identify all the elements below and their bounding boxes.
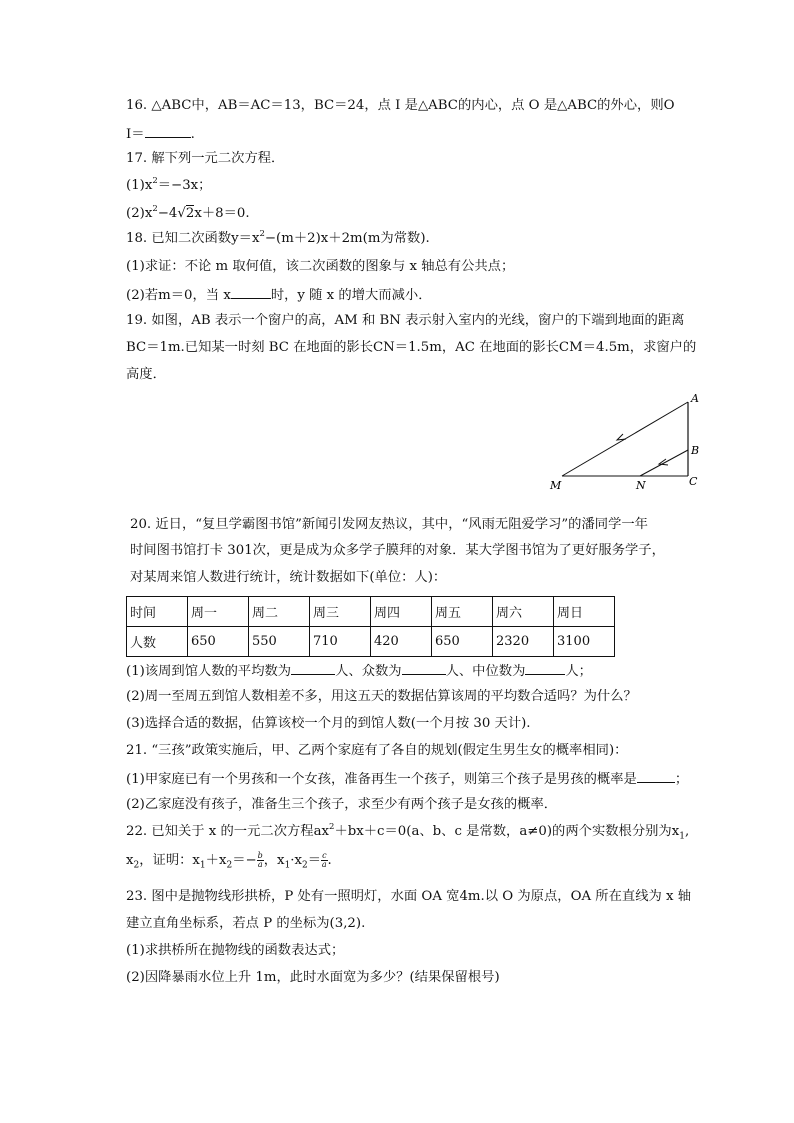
q23-part2: (2)因降暴雨水位上升 1m，此时水面宽为多少？(结果保留根号) <box>126 970 500 985</box>
q22-sub-a: 2 <box>133 860 140 871</box>
q18-p2-b: 时，y 随 x 的增大而减小． <box>270 288 432 303</box>
q17-p2-sup: 2 <box>152 204 158 214</box>
q22-sub-d: 1 <box>284 860 291 871</box>
q22-sub1: 1 <box>679 831 685 842</box>
ray-bn <box>640 450 688 476</box>
table-cell: 周六 <box>493 597 554 627</box>
q22-x2-f: ·x <box>290 853 303 868</box>
q21-p1-a: (1)甲家庭已有一个男孩和一个女孩，准备再生一个孩子，则第三个孩子是男孩的概率是 <box>126 772 637 787</box>
q18-line1-b: −(m＋2)x＋2m(m为常数). <box>264 231 430 246</box>
q20-p1-c: 人、中位数为 <box>445 664 526 679</box>
q22-line1-a: 22. 已知关于 x 的一元二次方程ax <box>126 824 330 839</box>
q20-data-table <box>126 596 615 657</box>
table-cell: 周日 <box>554 597 615 627</box>
frac-num: b <box>257 851 263 860</box>
q16-answer-blank[interactable] <box>145 123 191 138</box>
q23-line1: 23. 图中是抛物线形拱桥，P 处有一照明灯，水面 OA 宽4m.以 O 为原点，OA 所在直线为 x 轴 <box>126 889 692 904</box>
q22-line1-b: ＋bx＋c＝0(a、b、c 是常数，a≠0)的两个实数根分别为x <box>334 824 680 839</box>
q18-answer-blank[interactable] <box>231 284 271 299</box>
q22-x2-a: x <box>126 853 134 868</box>
frac-num: c <box>322 851 327 860</box>
q22-sub-c: 2 <box>226 860 233 871</box>
q17-p2-b: −4 <box>157 206 178 221</box>
table-header-row <box>127 597 615 627</box>
q16-line2 <box>126 123 195 145</box>
window-light-figure <box>540 388 710 498</box>
q22-x2-c: ＋x <box>205 853 227 868</box>
label-b: B <box>691 444 700 457</box>
q17-p1-a: (1)x <box>126 178 153 193</box>
q22-comma: , <box>684 824 690 839</box>
label-c: C <box>689 475 698 488</box>
q20-part1 <box>126 660 592 682</box>
q17-p1-sup: 2 <box>152 176 158 186</box>
q20-median-blank[interactable] <box>525 660 565 675</box>
q17-title: 17. 解下列一元二次方程． <box>126 151 285 166</box>
q17-p1-b: ＝−3x； <box>157 178 212 193</box>
q22-x2-b: ，证明：x <box>139 853 200 868</box>
table-cell: 周一 <box>188 597 249 627</box>
q17-p2-a: (2)x <box>126 206 153 221</box>
q17-part2 <box>126 204 250 224</box>
table-row <box>127 627 615 657</box>
q21-part2: (2)乙家庭没有孩子，准备生三个孩子，求至少有两个孩子是女孩的概率． <box>126 797 558 812</box>
table-cell: 周二 <box>249 597 310 627</box>
q18-part1: (1)求证：不论 m 取何值，该二次函数的图象与 x 轴总有公共点； <box>126 259 515 274</box>
table-cell: 710 <box>310 627 371 657</box>
q20-line1: 20. 近日，“复旦学霸图书馆”新闻引发网友热议，其中，“风雨无阻爱学习”的潘同学一年 <box>130 517 648 532</box>
q23-line2: 建立直角坐标系，若点 P 的坐标为(3,2). <box>126 916 366 931</box>
q20-part2: (2)周一至周五到馆人数相差不多，用这五天的数据估算该周的平均数合适吗？为什么？ <box>126 689 637 704</box>
q22-line2 <box>126 851 332 871</box>
q22-x2-h: . <box>327 853 332 868</box>
table-cell: 周三 <box>310 597 371 627</box>
table-cell: 650 <box>188 627 249 657</box>
q23-part1: (1)求拱桥所在抛物线的函数表达式； <box>126 943 345 958</box>
q16-suffix: . <box>190 127 195 142</box>
q20-line3: 对某周来馆人数进行统计，统计数据如下(单位：人)： <box>130 570 447 585</box>
q22-x2-d: ＝− <box>232 853 257 868</box>
table-cell: 3100 <box>554 627 615 657</box>
q22-fraction-b-over-a <box>257 852 264 869</box>
q18-p2-a: (2)若m＝0，当 x <box>126 288 231 303</box>
q17-p2-d: x＋8＝0. <box>194 206 250 221</box>
q22-sup: 2 <box>329 822 335 832</box>
q20-mode-blank[interactable] <box>402 660 446 675</box>
q21-p1-b: ； <box>674 772 689 787</box>
q19-line2: BC＝1m.已知某一时刻 BC 在地面的影长CN＝1.5m，AC 在地面的影长CM＝4.5m，求窗户的 <box>126 340 697 355</box>
q18-line1-a: 18. 已知二次函数y＝x <box>126 231 260 246</box>
table-cell: 周四 <box>371 597 432 627</box>
q22-sub-b: 1 <box>199 860 206 871</box>
frac-den: a <box>257 860 263 869</box>
q20-part3: (3)选择合适的数据，估算该校一个月的到馆人数(一个月按 30 天计). <box>126 716 531 731</box>
table-cell: 2320 <box>493 627 554 657</box>
q19-line1: 19. 如图，AB 表示一个窗户的高，AM 和 BN 表示射入室内的光线，窗户的下端到地面的距离 <box>126 313 685 328</box>
table-cell: 周五 <box>432 597 493 627</box>
q21-line1: 21. “三孩”政策实施后，甲、乙两个家庭有了各自的规划(假定生男生女的概率相同)： <box>126 743 628 758</box>
sqrt-icon: √ <box>177 206 186 221</box>
arrow-am-icon <box>617 434 626 440</box>
table-cell: 550 <box>249 627 310 657</box>
q16-line1: 16. △ABC中，AB＝AC＝13，BC＝24，点 I 是△ABC的内心，点 O 是△ABC的外心，则O <box>126 98 675 113</box>
table-cell: 650 <box>432 627 493 657</box>
q22-line1 <box>126 822 689 842</box>
q17-part1 <box>126 176 211 196</box>
q17-p2-radicand: 2 <box>185 206 195 221</box>
q22-x2-g: ＝ <box>307 853 322 868</box>
table-cell: 人数 <box>127 627 188 657</box>
q18-part2 <box>126 284 432 306</box>
q20-p1-b: 人、众数为 <box>335 664 402 679</box>
q20-p1-d: 人； <box>565 664 592 679</box>
q21-answer-blank[interactable] <box>637 768 675 783</box>
table-cell: 420 <box>371 627 432 657</box>
table-cell: 时间 <box>127 597 188 627</box>
q22-sub-e: 2 <box>302 860 308 871</box>
frac-den: a <box>321 860 327 869</box>
label-a: A <box>691 392 699 405</box>
q18-sup: 2 <box>259 229 265 239</box>
q18-line1 <box>126 229 430 249</box>
q19-line3: 高度． <box>126 367 166 382</box>
q20-p1-a: (1)该周到馆人数的平均数为 <box>126 664 292 679</box>
q20-line2: 时间图书馆打卡 301次，更是成为众多学子膜拜的对象．某大学图书馆为了更好服务学子， <box>130 543 665 558</box>
q20-mean-blank[interactable] <box>291 660 335 675</box>
q21-part1 <box>126 768 688 790</box>
q22-x2-e: ，x <box>263 853 285 868</box>
label-m: M <box>550 479 562 492</box>
q16-prefix: I＝ <box>126 127 145 142</box>
label-n: N <box>636 479 646 492</box>
